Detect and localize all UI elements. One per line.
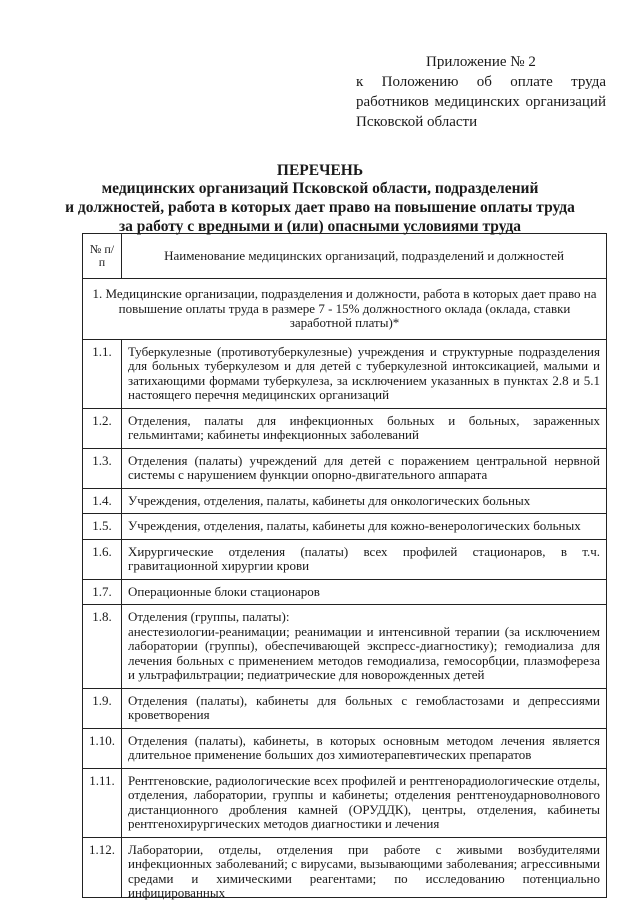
row-text (122, 339, 607, 408)
row-text-main: Хирургические отделения (палаты) всех профилей стационаров, в т.ч. гравитационной хирургии крови (128, 543, 600, 573)
table-header-row (83, 234, 607, 279)
row-text-main: Отделения, палаты для инфекционных больных и больных, зараженных гельминтами; кабинеты инфекционных заболеваний (128, 412, 600, 442)
row-text-main: Рентгеновские, радиологические всех профилей и рентгенорадиологические отделы, отделения, лаборатории, группы и кабинеты; отделения рентгеноударноволнового дистанционного дробления камней (ОРУДДК), центры, отделения, кабинеты рентгенохирургических методов диагностики и лечения (128, 772, 600, 831)
table-row (83, 408, 607, 448)
appendix-block (356, 52, 606, 132)
row-number: 1.2. (83, 408, 122, 448)
row-text (122, 579, 607, 605)
row-text-clip (128, 841, 600, 900)
appendix-reference-cont: работников медицинских организаций (356, 94, 606, 110)
section-title: 1. Медицинские организации, подразделения и должности, работа в которых дает право на повышение оплаты труда в размере 7 - 15% должностного оклада (оклада, ставки заработной платы)* (83, 279, 607, 340)
row-text (122, 408, 607, 448)
appendix-region: Псковской области (356, 114, 478, 130)
row-text-main: Учреждения, отделения, палаты, кабинеты для онкологических больных (128, 492, 531, 508)
table-row (83, 768, 607, 837)
row-text (122, 539, 607, 579)
organizations-table (82, 233, 607, 898)
row-text-main: Отделения (палаты) учреждений для детей с поражением центральной нервной системы с нарушением функции опорно-двигательного аппарата (128, 452, 600, 482)
table-row (83, 514, 607, 540)
row-number: 1.3. (83, 448, 122, 488)
row-text-main: Туберкулезные (противотуберкулезные) учреждения и структурные подразделения для больных туберкулезом и для детей с туберкулезной интоксикацией, малыми и затихающими формами туберкулеза, за исключением указанных в пунктах 2.8 и 5.1 настоящего перечня медицинских организаций (128, 343, 600, 402)
document-heading: ПЕРЕЧЕНЬ (276, 162, 364, 179)
table-row (83, 688, 607, 728)
table-row (83, 605, 607, 689)
document-subtitle-line1: медицинских организаций Псковской области, подразделений (101, 180, 539, 197)
row-text-main: Лаборатории, отделы, отделения при работе с живыми возбудителями инфекционных заболеваний; с вирусами, вызывающими заболевания; агрессивными средами и химическими реагентами; по исследованию потенциально инфицированных (128, 841, 600, 900)
table-row (83, 448, 607, 488)
row-number: 1.12. (83, 837, 122, 897)
row-number: 1.4. (83, 488, 122, 514)
row-text-main: Учреждения, отделения, палаты, кабинеты для кожно-венерологических больных (128, 518, 581, 533)
header-name: Наименование медицинских организаций, подразделений и должностей (122, 234, 607, 279)
row-number: 1.9. (83, 688, 122, 728)
document-subtitle-line3: за работу с вредными и (или) опасными условиями труда (118, 218, 522, 235)
row-number: 1.10. (83, 728, 122, 768)
table-row (83, 339, 607, 408)
row-number: 1.7. (83, 579, 122, 605)
row-text (122, 837, 607, 900)
row-text (122, 728, 607, 768)
row-text-detail: анестезиологии-реанимации; реанимации и интенсивной терапии (за исключением лаборатории (группы), обеспечивающей экспресс-диагностику); гемодиализа для лечения больных с применением методов гемодиализа, гемосорбции, плазмофереза и ультрафильтрации; педиатрические для новорожденных детей (128, 623, 600, 682)
document-subtitle-line2: и должностей, работа в которых дает право на повышение оплаты труда (65, 199, 575, 216)
row-number: 1.6. (83, 539, 122, 579)
row-number: 1.11. (83, 768, 122, 837)
row-text (122, 514, 607, 540)
row-text (122, 688, 607, 728)
appendix-title: Приложение № 2 (426, 54, 536, 70)
row-text (122, 768, 607, 837)
row-text-main: Отделения (группы, палаты): (128, 609, 290, 624)
table-row (83, 837, 607, 897)
section-row (83, 279, 607, 340)
row-text (122, 488, 607, 514)
row-text-main: Операционные блоки стационаров (128, 583, 320, 599)
table-row (83, 579, 607, 605)
appendix-reference: к Положению об оплате труда (356, 74, 606, 90)
row-number: 1.8. (83, 605, 122, 689)
table-row (83, 728, 607, 768)
table-row (83, 539, 607, 579)
row-text-main: Отделения (палаты), кабинеты, в которых основным методом лечения является длительное применение больших доз химиотерапевтических препаратов (128, 732, 600, 762)
table-row (83, 488, 607, 514)
row-text (122, 448, 607, 488)
row-text (122, 605, 607, 689)
row-text-main: Отделения (палаты), кабинеты для больных с гемобластозами и депрессиями кроветворения (128, 692, 600, 722)
row-number: 1.5. (83, 514, 122, 540)
header-number: № п/п (83, 234, 122, 279)
row-number: 1.1. (83, 339, 122, 408)
